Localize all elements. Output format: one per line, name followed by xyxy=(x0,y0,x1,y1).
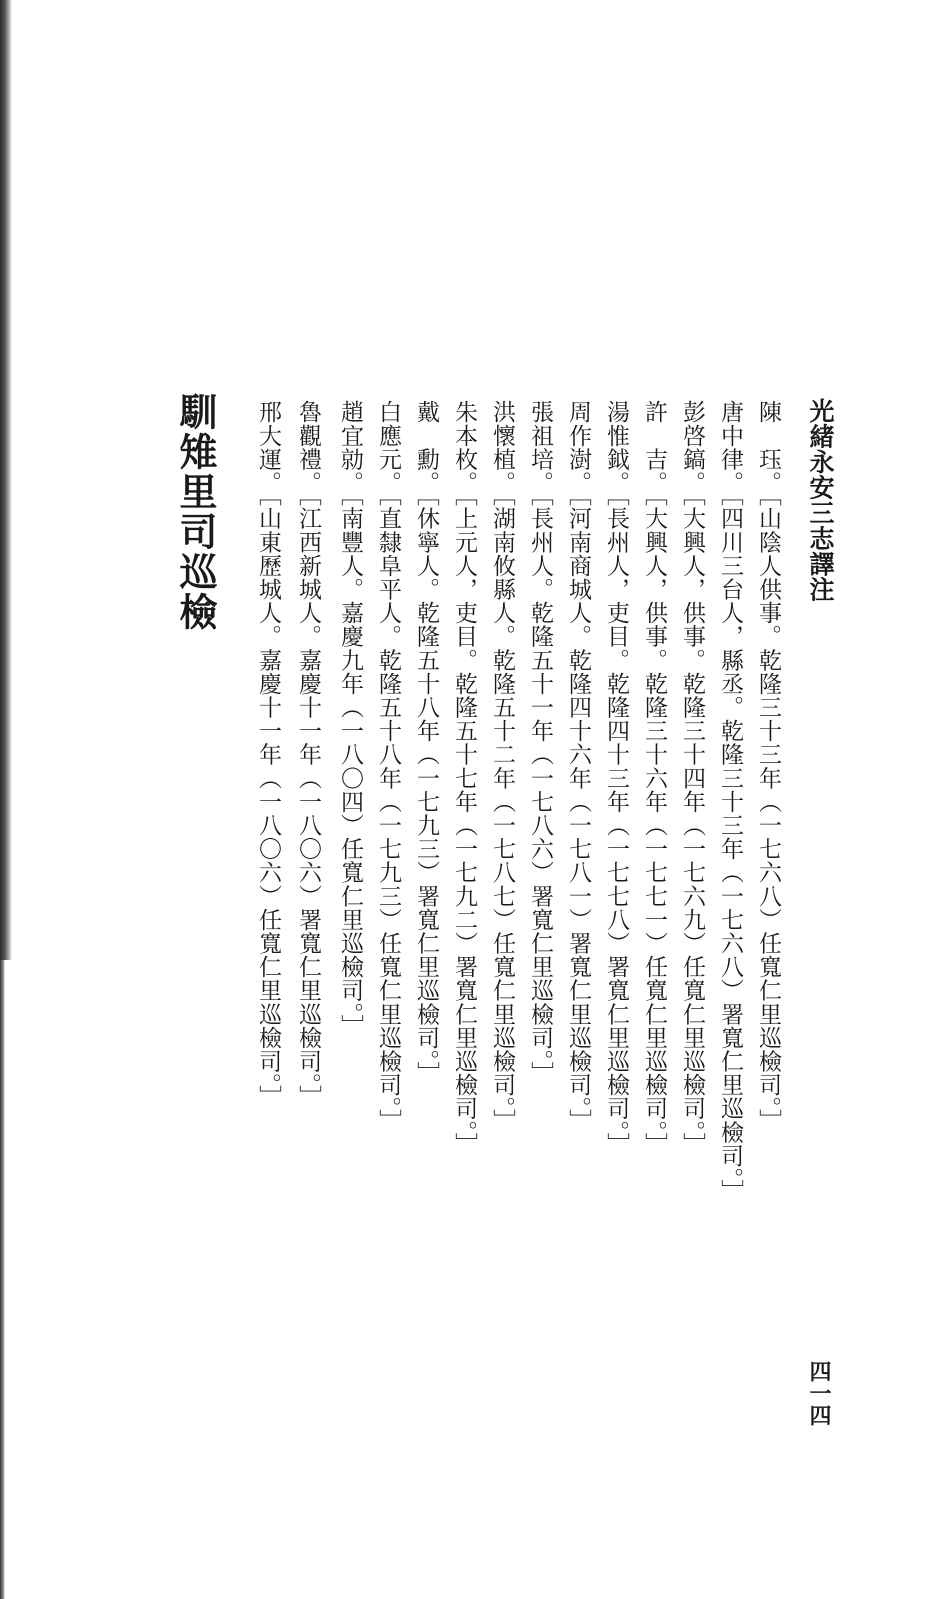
official-name: 趙宜勍。 xyxy=(337,400,363,495)
official-detail: ［上元人，吏目。乾隆五十七年（一七九二）署寬仁里巡檢司。］ xyxy=(451,494,477,1156)
official-detail: ［湖南攸縣人。乾隆五十二年（一七八七）任寬仁里巡檢司。］ xyxy=(489,494,515,1133)
official-name: 陳 珏。 xyxy=(755,400,781,495)
official-detail: ［直隸阜平人。乾隆五十八年（一七九三）任寬仁里巡檢司。］ xyxy=(375,494,401,1133)
official-entry xyxy=(528,400,551,1085)
official-name: 張祖培。 xyxy=(527,400,553,495)
official-entry xyxy=(296,400,319,1109)
official-entry xyxy=(718,400,741,1203)
official-name: 彭啓鎬。 xyxy=(679,400,705,495)
official-entry xyxy=(756,400,779,1132)
official-detail: ［長州人，吏目。乾隆四十三年（一七七八）署寬仁里巡檢司。］ xyxy=(603,494,629,1156)
official-entry xyxy=(566,400,589,1132)
official-name: 朱本枚。 xyxy=(451,400,477,495)
official-entry xyxy=(642,400,665,1156)
official-detail: ［山東歷城人。嘉慶十一年（一八〇六）任寬仁里巡檢司。］ xyxy=(255,494,281,1109)
official-entry xyxy=(452,400,475,1156)
official-detail: ［河南商城人。乾隆四十六年（一七八一）署寬仁里巡檢司。］ xyxy=(565,494,591,1133)
scan-edge-shadow-lower xyxy=(0,960,5,1599)
official-entry xyxy=(490,400,513,1132)
official-entry xyxy=(376,400,399,1132)
official-detail: ［休寧人。乾隆五十八年（一七九三）署寬仁里巡檢司。］ xyxy=(413,494,439,1086)
official-detail: ［長州人。乾隆五十一年（一七八六）署寬仁里巡檢司。］ xyxy=(527,494,553,1086)
section-heading: 馴雉里司巡檢 xyxy=(173,392,218,632)
official-entry xyxy=(680,400,703,1156)
official-name: 唐中律。 xyxy=(717,400,743,495)
official-detail: ［大興人，供事。乾隆三十六年（一七七一）任寬仁里巡檢司。］ xyxy=(641,494,667,1156)
official-name: 戴 勳。 xyxy=(413,400,439,495)
official-name: 周作澍。 xyxy=(565,400,591,495)
official-name: 湯惟鉞。 xyxy=(603,400,629,495)
running-title: 光緒永安三志譯注 xyxy=(806,398,835,602)
official-detail: ［四川三台人，縣丞。乾隆三十三年（一七六八）署寬仁里巡檢司。］ xyxy=(717,494,743,1204)
official-entry xyxy=(414,400,437,1085)
official-name: 洪懷植。 xyxy=(489,400,515,495)
official-detail: ［江西新城人。嘉慶十一年（一八〇六）署寬仁里巡檢司。］ xyxy=(295,494,321,1109)
official-name: 許 吉。 xyxy=(641,400,667,495)
official-entry xyxy=(604,400,627,1156)
official-name: 邢大運。 xyxy=(255,400,281,495)
official-detail: ［山陰人供事。乾隆三十三年（一七六八）任寬仁里巡檢司。］ xyxy=(755,494,781,1133)
official-name: 白應元。 xyxy=(375,400,401,495)
official-entry xyxy=(338,400,361,1038)
official-entry xyxy=(256,400,279,1109)
official-detail: ［大興人，供事。乾隆三十四年（一七六九）任寬仁里巡檢司。］ xyxy=(679,494,705,1156)
official-name: 魯觀禮。 xyxy=(295,400,321,495)
official-detail: ［南豐人。嘉慶九年（一八〇四）任寬仁里巡檢司。］ xyxy=(337,494,363,1038)
page-number: 四一四 xyxy=(806,1360,832,1426)
scan-edge-shadow xyxy=(0,0,12,960)
